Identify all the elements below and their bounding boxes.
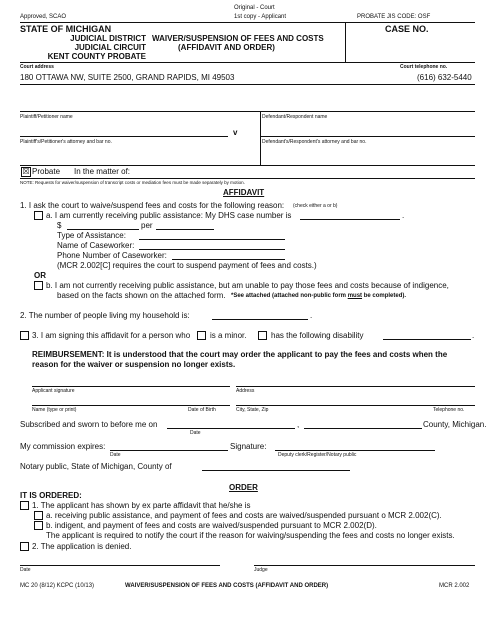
form-title-line2: (AFFIDAVIT AND ORDER)	[178, 43, 275, 52]
order-item1-checkbox[interactable]	[20, 501, 29, 510]
order-item2-checkbox[interactable]	[20, 542, 29, 551]
minor-label: is a minor.	[210, 331, 247, 340]
affidavit-item2: 2. The number of people living my household is:	[20, 311, 190, 320]
applicant-signature-label: Applicant signature	[32, 388, 75, 394]
plaintiff-attorney-label: Plaintiff's/Petitioner's attorney and bar no.	[20, 139, 112, 145]
order-item1a: a. receiving public assistance, and payment of fees and costs are waived/suspended pursuant o MCR 2.002(C).	[46, 511, 442, 520]
item1a-label: a. I am currently receiving public assistance: My DHS case number is	[46, 211, 292, 220]
indigence-checkbox[interactable]	[34, 281, 43, 290]
name-print-label: Name (type or print)	[32, 407, 77, 413]
applicant-telephone-label: Telephone no.	[433, 407, 465, 413]
copy-distribution-1: Original - Court	[234, 5, 275, 11]
form-title-line1: WAIVER/SUSPENSION OF FEES AND COSTS	[152, 34, 324, 43]
judicial-district: JUDICIAL DISTRICT	[70, 34, 146, 43]
case-number-label: CASE NO.	[385, 24, 429, 34]
versus-label: v	[233, 128, 238, 137]
affidavit-item1-hint: (check either a or b)	[293, 203, 338, 209]
affidavit-item3: 3. I am signing this affidavit for a person who	[32, 331, 191, 340]
order-item2: 2. The application is denied.	[32, 542, 132, 551]
dollar-label: $	[57, 221, 62, 230]
jis-code: PROBATE JIS CODE: OSF	[357, 14, 431, 20]
probate-note: NOTE: Requests for waiver/suspension of transcript costs or mediation fees must be made separately by motion.	[20, 180, 245, 185]
order-item1b-checkbox[interactable]	[34, 521, 43, 530]
judge-label: Judge	[254, 567, 268, 573]
approved-label: Approved, SCAO	[20, 14, 67, 20]
order-item1: 1. The applicant has shown by ex parte affidavit that he/she is	[32, 501, 251, 510]
item1b-note: *See attached (attached non-public form must be completed).	[231, 293, 407, 299]
form-id: MC 20 (8/12) KCPC (10/13)	[20, 583, 95, 589]
footer-title: WAIVER/SUSPENSION OF FEES AND COSTS (AFFIDAVIT AND ORDER)	[125, 583, 329, 589]
city-state-zip-label: City, State, Zip	[236, 407, 269, 413]
deputy-clerk-label: Deputy clerk/Register/Notary public	[278, 452, 357, 458]
reimbursement-line2: reason for the waiver or suspension no longer exists.	[32, 360, 236, 369]
court-phone-label: Court telephone no.	[400, 64, 448, 70]
sworn-date-label: Date	[190, 430, 201, 436]
item1b-line2: based on the facts shown on the attached form.	[57, 291, 226, 300]
copy-distribution-2: 1st copy - Applicant	[234, 14, 287, 20]
it-is-ordered-label: IT IS ORDERED:	[20, 491, 82, 500]
defendant-name-label: Defendant/Respondent name	[262, 114, 328, 120]
commission-expires-label: My commission expires:	[20, 442, 106, 451]
defendant-attorney-label: Defendant's/Respondent's attorney and bar no.	[262, 139, 367, 145]
matter-label: In the matter of:	[74, 167, 131, 176]
reimbursement-line1: REIMBURSEMENT: It is understood that the court may order the applicant to pay the fees and costs when the	[32, 350, 448, 359]
court-phone: (616) 632-5440	[417, 73, 472, 82]
footer-rule: MCR 2.002	[439, 583, 470, 589]
order-heading: ORDER	[229, 483, 258, 492]
court-address-label: Court address	[20, 64, 54, 70]
order-item1c: The applicant is required to notify the court if the reason for waiving/suspending the fees and costs no longer exists.	[46, 531, 455, 540]
address-label: Address	[236, 388, 255, 394]
minor-checkbox[interactable]	[197, 331, 206, 340]
signing-for-other-checkbox[interactable]	[20, 331, 29, 340]
kent-county-probate: KENT COUNTY PROBATE	[47, 52, 146, 61]
caseworker-name-label: Name of Caseworker:	[57, 241, 135, 250]
mcr-note: (MCR 2.002[C] requires the court to suspend payment of fees and costs.)	[57, 261, 317, 270]
order-item1a-checkbox[interactable]	[34, 511, 43, 520]
affidavit-heading: AFFIDAVIT	[223, 188, 265, 197]
notary-signature-label: Signature:	[230, 442, 267, 451]
date-of-birth-label: Date of Birth	[188, 407, 216, 413]
type-assistance-label: Type of Assistance:	[57, 231, 126, 240]
disability-checkbox[interactable]	[258, 331, 267, 340]
sworn-before-label: Subscribed and sworn to before me on	[20, 420, 158, 429]
order-date-label: Date	[20, 567, 31, 573]
commission-date-label: Date	[110, 452, 121, 458]
public-assistance-checkbox[interactable]	[34, 211, 43, 220]
disability-label: has the following disability	[271, 331, 364, 340]
county-michigan-label: County, Michigan.	[423, 420, 487, 429]
affidavit-item1: 1. I ask the court to waive/suspend fees and costs for the following reason:	[20, 201, 285, 210]
court-address: 180 OTTAWA NW, SUITE 2500, GRAND RAPIDS, MI 49503	[20, 73, 235, 82]
caseworker-phone-label: Phone Number of Caseworker:	[57, 251, 167, 260]
per-label: per	[141, 221, 153, 230]
order-item1b: b. indigent, and payment of fees and costs are waived/suspended pursuant to MCR 2.002(D).	[46, 521, 377, 530]
probate-checkbox[interactable]: ☒	[22, 167, 30, 176]
plaintiff-name-label: Plaintiff/Petitioner name	[20, 114, 73, 120]
notary-county-label: Notary public, State of Michigan, County of	[20, 462, 172, 471]
judicial-circuit: JUDICIAL CIRCUIT	[74, 43, 146, 52]
item1b-line1: b. I am not currently receiving public assistance, but am unable to pay those fees and costs because of indigence,	[46, 281, 449, 290]
state-name: STATE OF MICHIGAN	[20, 24, 112, 34]
probate-label: Probate	[32, 167, 61, 176]
or-label: OR	[34, 271, 46, 280]
